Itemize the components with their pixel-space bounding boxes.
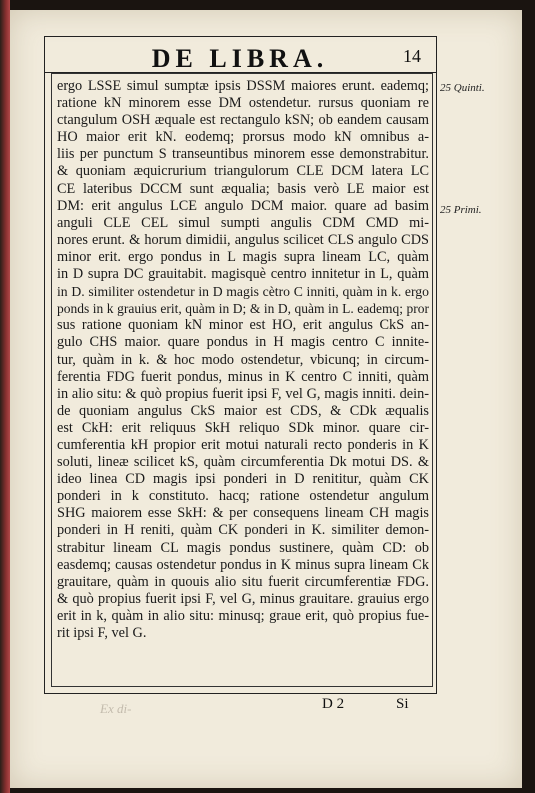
text-line: strabitur lineam CL magis pondus sustinere, quàm CD: ob [57,539,429,556]
text-line: HO maior erit kN. eodemq; prorsus modo kN omnibus a- [57,129,429,146]
text-line: ponderi in k constituto. hacq; ratione ostendetur angulum [57,488,429,505]
text-line: & quò propius fuerit ipsi F, vel G, minus grauitare. grauius ergo [57,590,429,607]
text-line: in D. similiter ostendetur in D magis cètro C inniti, quàm in k. ergo [57,284,429,300]
text-line: in D supra DC grauitabit. magisquè centro innitetur in L, quàm [57,266,429,283]
text-line: ideo linea CD magis ipsi ponderi in D renititur, quàm CK [57,471,429,488]
running-title: DE LIBRA. [151,44,329,73]
text-line: de quoniam angulus CkS maior est CDS, & CDk æqualis [57,402,429,419]
text-line: ergo LSSE simul sumptæ ipsis DSSM maiores erunt. eademq; [57,78,429,94]
page-edge [0,0,10,793]
margin-note-primi: 25 Primi. [440,204,482,216]
text-line: easdemq; causas ostendetur pondus in K minus supra lineam Ck [57,556,429,573]
text-line: ferentia FDG fuerit pondus, minus in K centro C inniti, quàm [57,368,429,385]
text-line: est CkH: erit reliquus SkH reliquo SDk minor. quare cir- [57,419,429,436]
page-number: 14 [403,46,421,66]
text-line: in alio situ: & quò propius fuerit ipsi F, vel G, magis inniti. dein- [57,385,429,402]
text-line: ratione kN minorem esse DM ostendetur. rursus quoniam re [57,95,429,112]
catchword: Si [396,696,409,712]
text-line: soluti, lineæ scilicet kS, quàm circumferentia Dk motui DS. & [57,454,429,471]
margin-note-quinti: 25 Quinti. [440,82,485,94]
text-line: ponds in k grauius erit, quàm in D; & in D, quàm in L. eademq; pror [57,301,429,317]
text-line: SHG maiorem esse SkH: & per consequens lineam CH magis [57,505,429,522]
body-text [57,78,429,642]
text-line: & quoniam æquicrurium triangulorum CLE DCM latera LC [57,163,429,180]
signature-mark: D 2 [322,696,345,712]
text-line: rit ipsi F, vel G. [57,625,147,641]
text-line: DM: erit angulus LCE angulo DCM maior. quare ad basim [57,197,429,214]
text-line: minor erit. ergo pondus in L magis supra lineam LC, quàm [57,248,429,265]
text-line: gulo CHS maior. quare pondus in H magis centro C innite- [57,334,429,351]
text-line: ctangulum OSH æquale est rectangulo kSN; ob eandem causam [57,112,429,129]
text-line: nores erunt. & horum dimidii, angulus scilicet CLS angulo CDS [57,231,429,248]
text-line: cumferentia kH propior erit motui naturali recto ponderis in K [57,436,429,453]
text-line: sus ratione quoniam kN minor est HO, erit angulus CkS an- [57,317,429,334]
bleed-through-text: Ex di- [100,701,132,716]
text-line: grauitare, quàm in quouis alio situ fuerit circumferentiæ FDG. [57,573,429,590]
text-line: CE lateribus DCCM sunt æqualia; basis verò LE maior est [57,180,429,197]
text-line: erit in k, quàm in alio situ: minusq; graue erit, quò propius fue- [57,607,429,624]
text-line: anguli CLE CEL simul sumpti angulis CDM CMD mi- [57,214,429,231]
text-line: liis per punctum S transeuntibus minorem esse demonstrabitur. [57,146,429,163]
text-line: ponderi in H reniti, quàm CK ponderi in K. similiter demon- [57,522,429,539]
text-line: tur, quàm in k. & hoc modo ostendetur, vbicunq; in circum- [57,351,429,368]
